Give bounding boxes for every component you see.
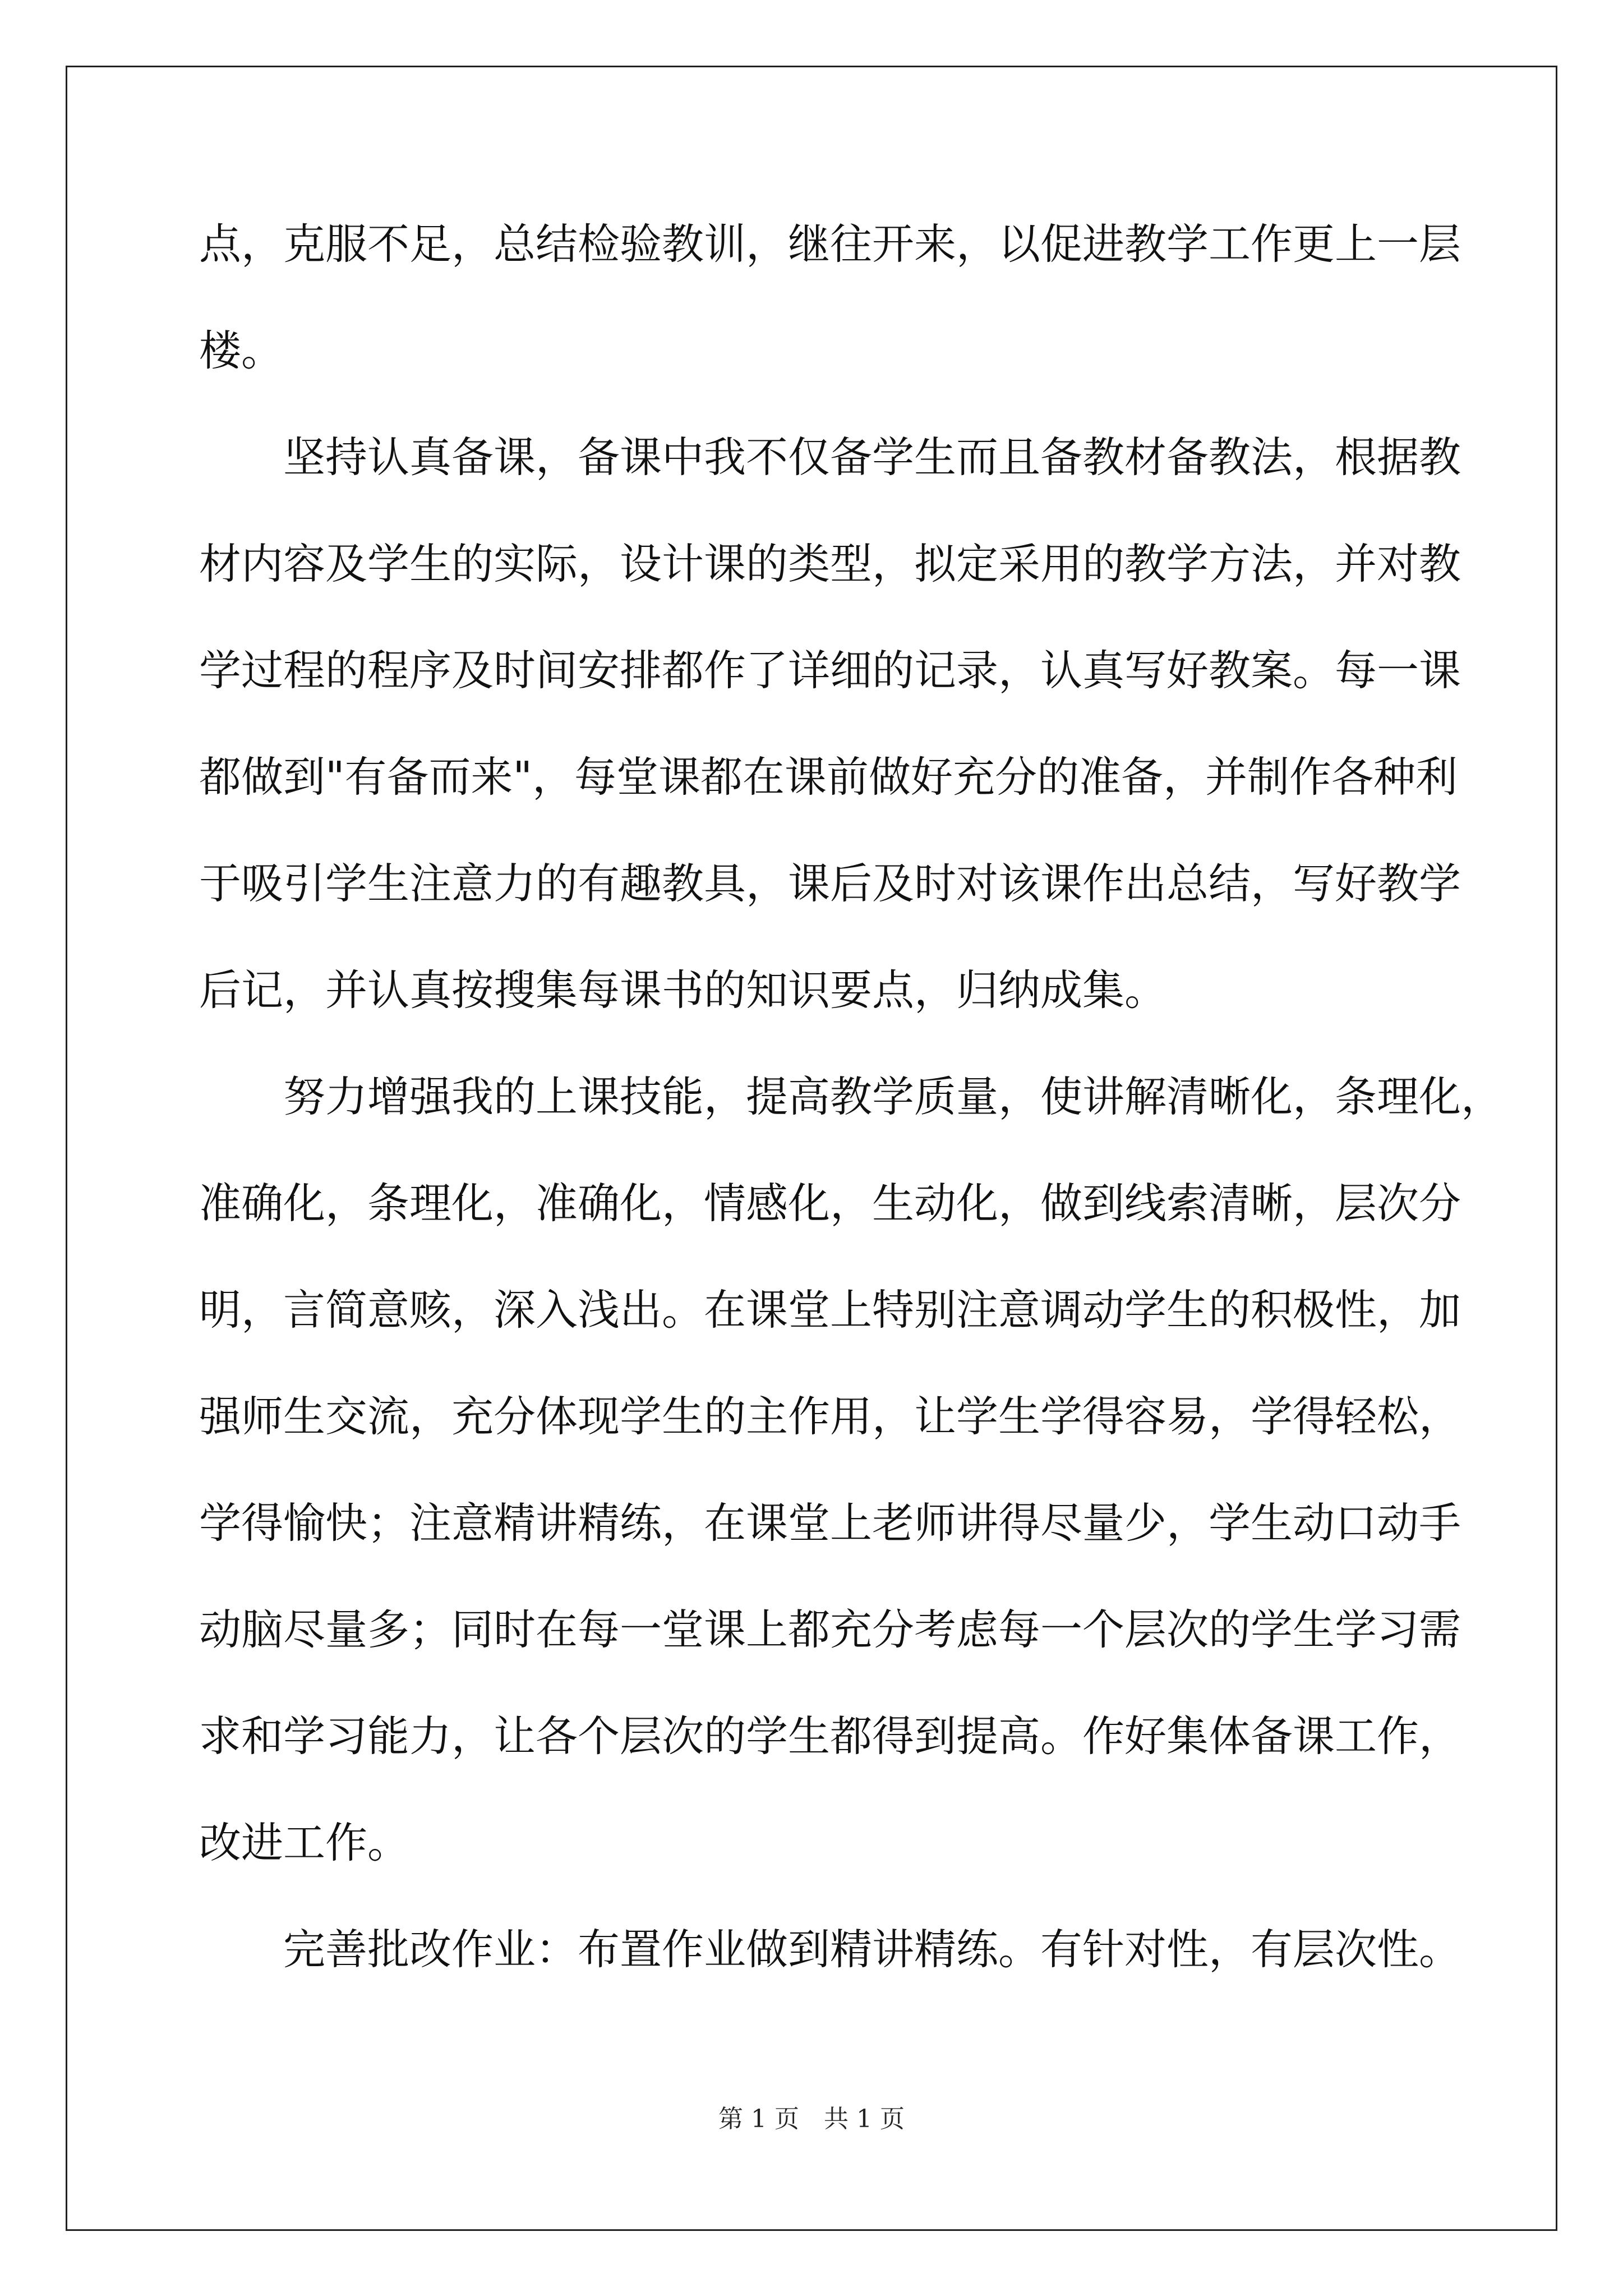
text-line: 动脑尽量多；同时在每一堂课上都充分考虑每一个层次的学生学习需 — [199, 1605, 1461, 1654]
text-line: 明，言简意赅，深入浅出。在课堂上特别注意调动学生的积极性，加 — [199, 1285, 1461, 1335]
text-line: 完善批改作业：布置作业做到精讲精练。有针对性，有层次性。 — [199, 1925, 1461, 1974]
text-line: 都做到"有备而来"，每堂课都在课前做好充分的准备，并制作各种利 — [199, 752, 1458, 802]
text-line: 学得愉快；注意精讲精练，在课堂上老师讲得尽量少，学生动口动手 — [199, 1498, 1461, 1548]
text-line: 后记，并认真按搜集每课书的知识要点，归纳成集。 — [199, 965, 1167, 1015]
text-line: 改进工作。 — [199, 1818, 410, 1867]
text-line: 努力增强我的上课技能，提高教学质量，使讲解清晰化，条理化， — [199, 1072, 1504, 1121]
text-line: 点，克服不足，总结检验教训，继往开来，以促进教学工作更上一层 — [199, 219, 1461, 269]
text-line: 强师生交流，充分体现学生的主作用，让学生学得容易，学得轻松， — [199, 1392, 1461, 1441]
text-line: 楼。 — [199, 326, 284, 375]
text-line: 材内容及学生的实际，设计课的类型，拟定采用的教学方法，并对教 — [199, 539, 1461, 588]
text-line: 准确化，条理化，准确化，情感化，生动化，做到线索清晰，层次分 — [199, 1179, 1461, 1228]
document-body — [199, 191, 1504, 2003]
text-line: 求和学习能力，让各个层次的学生都得到提高。作好集体备课工作， — [199, 1711, 1461, 1761]
text-line: 坚持认真备课，备课中我不仅备学生而且备教材备教法，根据教 — [199, 432, 1461, 482]
text-line: 于吸引学生注意力的有趣教具，课后及时对该课作出总结，写好教学 — [199, 859, 1461, 908]
text-line: 学过程的程序及时间安排都作了详细的记录，认真写好教案。每一课 — [199, 646, 1461, 695]
page-number: 第 1 页 共 1 页 — [718, 2105, 905, 2133]
